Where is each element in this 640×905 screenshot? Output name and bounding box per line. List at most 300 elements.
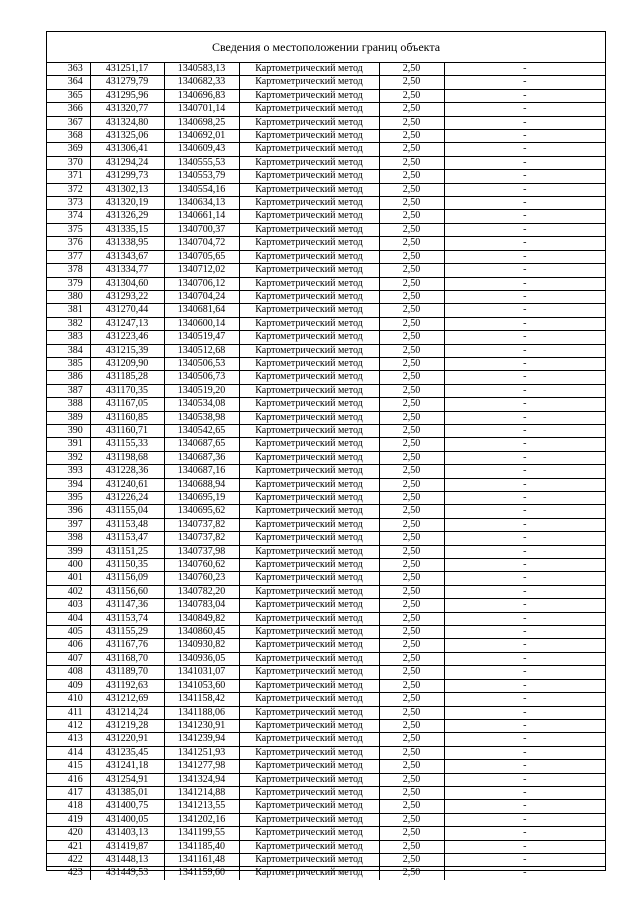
coord-y-cell: 1340695,62 [164,505,239,518]
table-row [47,357,605,370]
table-row [47,867,605,880]
coord-x-cell: 431385,01 [90,786,164,799]
accuracy-cell: 2,50 [379,719,444,732]
point-number-cell: 420 [47,827,90,840]
method-cell: Картометрический метод [239,317,379,330]
accuracy-cell: 2,50 [379,371,444,384]
coord-y-cell: 1341188,06 [164,706,239,719]
point-number-cell: 392 [47,451,90,464]
coord-x-cell: 431254,91 [90,773,164,786]
point-number-cell: 373 [47,197,90,210]
coord-y-cell: 1340737,98 [164,545,239,558]
accuracy-cell: 2,50 [379,599,444,612]
method-cell: Картометрический метод [239,666,379,679]
description-cell: - [444,572,605,585]
coord-x-cell: 431294,24 [90,156,164,169]
table-row [47,505,605,518]
description-cell: - [444,545,605,558]
table-row [47,384,605,397]
method-cell: Картометрический метод [239,210,379,223]
accuracy-cell: 2,50 [379,679,444,692]
coord-x-cell: 431320,77 [90,103,164,116]
point-number-cell: 387 [47,384,90,397]
description-cell: - [444,666,605,679]
method-cell: Картометрический метод [239,424,379,437]
method-cell: Картометрический метод [239,760,379,773]
table-row [47,853,605,866]
description-cell: - [444,290,605,303]
method-cell: Картометрический метод [239,411,379,424]
coord-y-cell: 1340600,14 [164,317,239,330]
method-cell: Картометрический метод [239,304,379,317]
description-cell: - [444,197,605,210]
method-cell: Картометрический метод [239,223,379,236]
coord-y-cell: 1340695,19 [164,492,239,505]
coord-y-cell: 1340860,45 [164,626,239,639]
description-cell: - [444,331,605,344]
coord-x-cell: 431293,22 [90,290,164,303]
table-row [47,331,605,344]
accuracy-cell: 2,50 [379,786,444,799]
coord-y-cell: 1341031,07 [164,666,239,679]
table-row [47,210,605,223]
point-number-cell: 374 [47,210,90,223]
accuracy-cell: 2,50 [379,317,444,330]
description-cell: - [444,639,605,652]
description-cell: - [444,853,605,866]
table-row [47,438,605,451]
method-cell: Картометрический метод [239,478,379,491]
accuracy-cell: 2,50 [379,424,444,437]
accuracy-cell: 2,50 [379,760,444,773]
coord-x-cell: 431228,36 [90,465,164,478]
coord-y-cell: 1340688,94 [164,478,239,491]
coord-y-cell: 1341161,48 [164,853,239,866]
method-cell: Картометрический метод [239,183,379,196]
coord-x-cell: 431156,60 [90,585,164,598]
point-number-cell: 411 [47,706,90,719]
table-row [47,89,605,102]
accuracy-cell: 2,50 [379,867,444,880]
method-cell: Картометрический метод [239,130,379,143]
table-row [47,626,605,639]
coord-x-cell: 431153,74 [90,612,164,625]
coord-x-cell: 431151,25 [90,545,164,558]
accuracy-cell: 2,50 [379,626,444,639]
point-number-cell: 363 [47,63,90,76]
point-number-cell: 404 [47,612,90,625]
accuracy-cell: 2,50 [379,290,444,303]
coord-x-cell: 431335,15 [90,223,164,236]
description-cell: - [444,156,605,169]
point-number-cell: 401 [47,572,90,585]
accuracy-cell: 2,50 [379,277,444,290]
table-row [47,532,605,545]
coord-x-cell: 431279,79 [90,76,164,89]
coord-y-cell: 1340506,53 [164,357,239,370]
point-number-cell: 412 [47,719,90,732]
description-cell: - [444,813,605,826]
coord-x-cell: 431209,90 [90,357,164,370]
table-row [47,76,605,89]
table-row [47,264,605,277]
point-number-cell: 393 [47,465,90,478]
method-cell: Картометрический метод [239,451,379,464]
table-row [47,130,605,143]
accuracy-cell: 2,50 [379,143,444,156]
coord-x-cell: 431150,35 [90,559,164,572]
description-cell: - [444,706,605,719]
coord-x-cell: 431220,91 [90,733,164,746]
accuracy-cell: 2,50 [379,210,444,223]
table-row [47,706,605,719]
description-cell: - [444,465,605,478]
point-number-cell: 379 [47,277,90,290]
coord-y-cell: 1340936,05 [164,652,239,665]
coord-x-cell: 431448,13 [90,853,164,866]
point-number-cell: 377 [47,250,90,263]
method-cell: Картометрический метод [239,813,379,826]
accuracy-cell: 2,50 [379,250,444,263]
description-cell: - [444,344,605,357]
point-number-cell: 364 [47,76,90,89]
table-row [47,559,605,572]
description-cell: - [444,532,605,545]
accuracy-cell: 2,50 [379,639,444,652]
method-cell: Картометрический метод [239,853,379,866]
method-cell: Картометрический метод [239,518,379,531]
table-row [47,197,605,210]
description-cell: - [444,277,605,290]
description-cell: - [444,411,605,424]
description-cell: - [444,384,605,397]
method-cell: Картометрический метод [239,545,379,558]
coord-x-cell: 431320,19 [90,197,164,210]
accuracy-cell: 2,50 [379,840,444,853]
method-cell: Картометрический метод [239,438,379,451]
coord-y-cell: 1340849,82 [164,612,239,625]
accuracy-cell: 2,50 [379,585,444,598]
coord-y-cell: 1340553,79 [164,170,239,183]
point-number-cell: 366 [47,103,90,116]
accuracy-cell: 2,50 [379,357,444,370]
coord-y-cell: 1341239,94 [164,733,239,746]
coord-x-cell: 431156,09 [90,572,164,585]
method-cell: Картометрический метод [239,827,379,840]
coordinates-table [47,63,605,880]
description-cell: - [444,89,605,102]
accuracy-cell: 2,50 [379,545,444,558]
point-number-cell: 365 [47,89,90,102]
coord-x-cell: 431192,63 [90,679,164,692]
method-cell: Картометрический метод [239,532,379,545]
accuracy-cell: 2,50 [379,331,444,344]
description-cell: - [444,786,605,799]
coord-x-cell: 431168,70 [90,652,164,665]
coord-x-cell: 431419,87 [90,840,164,853]
point-number-cell: 388 [47,398,90,411]
coord-x-cell: 431240,61 [90,478,164,491]
description-cell: - [444,183,605,196]
method-cell: Картометрический метод [239,76,379,89]
table-row [47,183,605,196]
coord-x-cell: 431343,67 [90,250,164,263]
coord-y-cell: 1340692,01 [164,130,239,143]
description-cell: - [444,103,605,116]
method-cell: Картометрический метод [239,197,379,210]
coord-x-cell: 431251,17 [90,63,164,76]
coord-x-cell: 431185,28 [90,371,164,384]
coord-x-cell: 431160,71 [90,424,164,437]
method-cell: Картометрический метод [239,773,379,786]
description-cell: - [444,585,605,598]
coord-x-cell: 431334,77 [90,264,164,277]
coord-y-cell: 1340681,64 [164,304,239,317]
accuracy-cell: 2,50 [379,773,444,786]
table-row [47,693,605,706]
coord-y-cell: 1340760,62 [164,559,239,572]
point-number-cell: 403 [47,599,90,612]
coord-x-cell: 431155,29 [90,626,164,639]
point-number-cell: 396 [47,505,90,518]
description-cell: - [444,170,605,183]
description-cell: - [444,357,605,370]
point-number-cell: 409 [47,679,90,692]
table-row [47,451,605,464]
description-cell: - [444,478,605,491]
coord-y-cell: 1340519,47 [164,331,239,344]
description-cell: - [444,116,605,129]
point-number-cell: 372 [47,183,90,196]
point-number-cell: 402 [47,585,90,598]
method-cell: Картометрический метод [239,800,379,813]
point-number-cell: 400 [47,559,90,572]
method-cell: Картометрический метод [239,465,379,478]
point-number-cell: 419 [47,813,90,826]
table-row [47,344,605,357]
coord-y-cell: 1340700,37 [164,223,239,236]
accuracy-cell: 2,50 [379,492,444,505]
coord-y-cell: 1340512,68 [164,344,239,357]
point-number-cell: 367 [47,116,90,129]
coord-y-cell: 1340634,13 [164,197,239,210]
point-number-cell: 407 [47,652,90,665]
coord-y-cell: 1340698,25 [164,116,239,129]
coord-y-cell: 1340542,65 [164,424,239,437]
coord-y-cell: 1340706,12 [164,277,239,290]
accuracy-cell: 2,50 [379,398,444,411]
method-cell: Картометрический метод [239,867,379,880]
point-number-cell: 385 [47,357,90,370]
table-row [47,304,605,317]
table-row [47,371,605,384]
point-number-cell: 390 [47,424,90,437]
accuracy-cell: 2,50 [379,853,444,866]
table-row [47,599,605,612]
description-cell: - [444,599,605,612]
point-number-cell: 383 [47,331,90,344]
accuracy-cell: 2,50 [379,103,444,116]
coord-y-cell: 1340737,82 [164,532,239,545]
coord-y-cell: 1340704,72 [164,237,239,250]
coord-y-cell: 1340519,20 [164,384,239,397]
coord-x-cell: 431170,35 [90,384,164,397]
coord-y-cell: 1341185,40 [164,840,239,853]
point-number-cell: 423 [47,867,90,880]
table-row [47,116,605,129]
point-number-cell: 370 [47,156,90,169]
coord-x-cell: 431295,96 [90,89,164,102]
point-number-cell: 376 [47,237,90,250]
accuracy-cell: 2,50 [379,116,444,129]
description-cell: - [444,424,605,437]
method-cell: Картометрический метод [239,398,379,411]
table-row [47,612,605,625]
description-cell: - [444,626,605,639]
method-cell: Картометрический метод [239,679,379,692]
coord-x-cell: 431325,06 [90,130,164,143]
method-cell: Картометрический метод [239,116,379,129]
coord-x-cell: 431189,70 [90,666,164,679]
point-number-cell: 378 [47,264,90,277]
table-row [47,63,605,76]
point-number-cell: 395 [47,492,90,505]
point-number-cell: 386 [47,371,90,384]
coord-x-cell: 431153,48 [90,518,164,531]
method-cell: Картометрический метод [239,357,379,370]
coord-x-cell: 431235,45 [90,746,164,759]
accuracy-cell: 2,50 [379,438,444,451]
coord-y-cell: 1340705,65 [164,250,239,263]
accuracy-cell: 2,50 [379,411,444,424]
point-number-cell: 399 [47,545,90,558]
accuracy-cell: 2,50 [379,170,444,183]
accuracy-cell: 2,50 [379,264,444,277]
method-cell: Картометрический метод [239,170,379,183]
coord-y-cell: 1340506,73 [164,371,239,384]
table-row [47,679,605,692]
description-cell: - [444,827,605,840]
table-row [47,492,605,505]
method-cell: Картометрический метод [239,63,379,76]
coord-y-cell: 1341158,42 [164,693,239,706]
table-row [47,719,605,732]
coord-y-cell: 1340661,14 [164,210,239,223]
point-number-cell: 410 [47,693,90,706]
coord-y-cell: 1340554,16 [164,183,239,196]
accuracy-cell: 2,50 [379,518,444,531]
coord-y-cell: 1341159,60 [164,867,239,880]
coord-y-cell: 1340783,04 [164,599,239,612]
description-cell: - [444,76,605,89]
coord-x-cell: 431219,28 [90,719,164,732]
table-row [47,786,605,799]
point-number-cell: 405 [47,626,90,639]
accuracy-cell: 2,50 [379,223,444,236]
coord-x-cell: 431212,69 [90,693,164,706]
coord-x-cell: 431403,13 [90,827,164,840]
coord-x-cell: 431299,73 [90,170,164,183]
coord-x-cell: 431167,05 [90,398,164,411]
description-cell: - [444,800,605,813]
accuracy-cell: 2,50 [379,237,444,250]
table-row [47,545,605,558]
method-cell: Картометрический метод [239,277,379,290]
coord-x-cell: 431400,75 [90,800,164,813]
table-row [47,290,605,303]
table-row [47,827,605,840]
description-cell: - [444,760,605,773]
method-cell: Картометрический метод [239,706,379,719]
table-row [47,813,605,826]
coord-y-cell: 1341202,16 [164,813,239,826]
description-cell: - [444,143,605,156]
accuracy-cell: 2,50 [379,183,444,196]
description-cell: - [444,317,605,330]
table-row [47,585,605,598]
table-row [47,572,605,585]
coord-x-cell: 431223,46 [90,331,164,344]
coord-x-cell: 431153,47 [90,532,164,545]
coord-y-cell: 1341277,98 [164,760,239,773]
method-cell: Картометрический метод [239,156,379,169]
method-cell: Картометрический метод [239,840,379,853]
coord-x-cell: 431155,33 [90,438,164,451]
table-row [47,277,605,290]
description-cell: - [444,398,605,411]
coord-y-cell: 1341251,93 [164,746,239,759]
coord-y-cell: 1340696,83 [164,89,239,102]
method-cell: Картометрический метод [239,572,379,585]
method-cell: Картометрический метод [239,626,379,639]
coord-y-cell: 1340687,16 [164,465,239,478]
description-cell: - [444,492,605,505]
description-cell: - [444,210,605,223]
accuracy-cell: 2,50 [379,532,444,545]
description-cell: - [444,451,605,464]
description-cell: - [444,612,605,625]
coord-y-cell: 1340538,98 [164,411,239,424]
coord-y-cell: 1340687,65 [164,438,239,451]
coord-x-cell: 431167,76 [90,639,164,652]
point-number-cell: 394 [47,478,90,491]
point-number-cell: 384 [47,344,90,357]
description-cell: - [444,693,605,706]
accuracy-cell: 2,50 [379,706,444,719]
coord-x-cell: 431400,05 [90,813,164,826]
method-cell: Картометрический метод [239,505,379,518]
table-row [47,465,605,478]
coord-y-cell: 1341324,94 [164,773,239,786]
point-number-cell: 406 [47,639,90,652]
point-number-cell: 380 [47,290,90,303]
point-number-cell: 382 [47,317,90,330]
method-cell: Картометрический метод [239,746,379,759]
point-number-cell: 389 [47,411,90,424]
coord-x-cell: 431147,36 [90,599,164,612]
method-cell: Картометрический метод [239,371,379,384]
table-row [47,250,605,263]
coord-y-cell: 1340760,23 [164,572,239,585]
accuracy-cell: 2,50 [379,384,444,397]
table-row [47,840,605,853]
description-cell: - [444,652,605,665]
description-cell: - [444,130,605,143]
method-cell: Картометрический метод [239,639,379,652]
accuracy-cell: 2,50 [379,652,444,665]
method-cell: Картометрический метод [239,250,379,263]
table-row [47,666,605,679]
